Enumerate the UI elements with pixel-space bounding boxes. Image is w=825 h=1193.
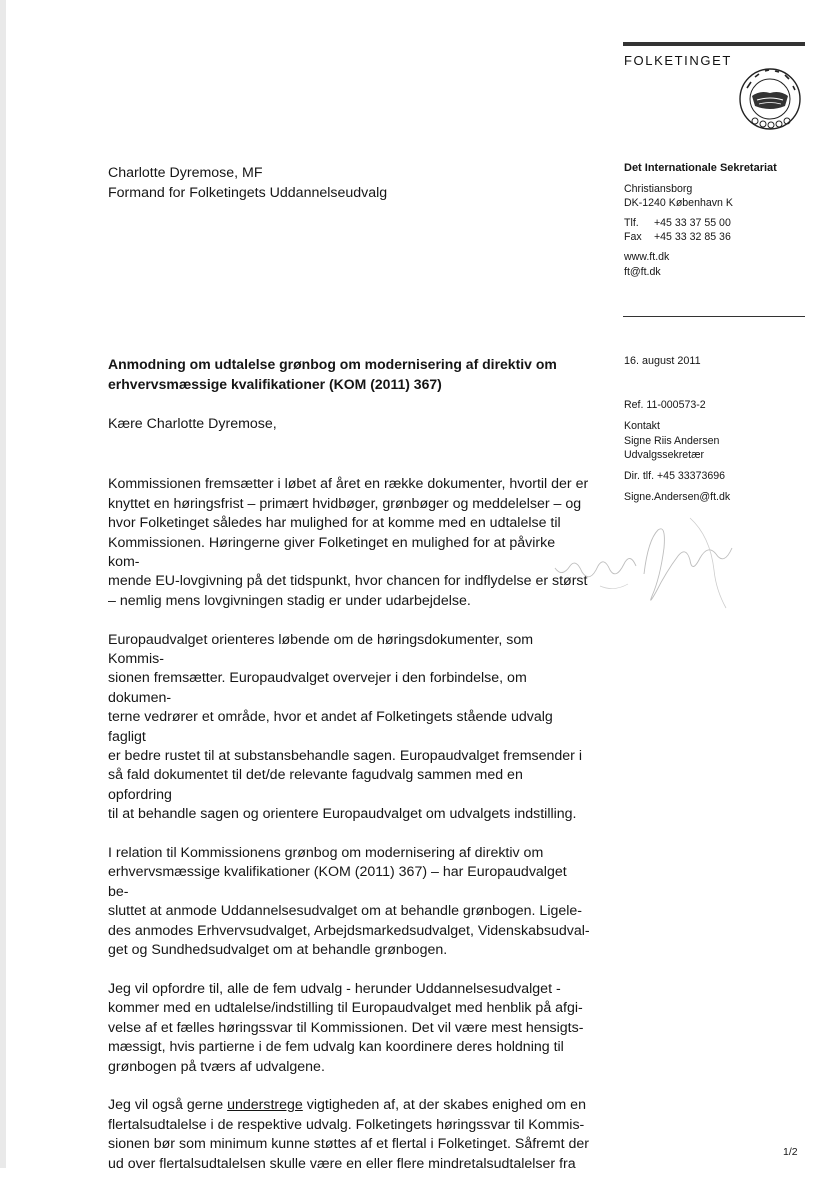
sender-address xyxy=(624,182,806,211)
recipient-name: Charlotte Dyremose, MF xyxy=(108,165,263,181)
subject-line: erhvervsmæssige kvalifikationer (KOM (2011) 367) xyxy=(108,375,442,392)
text-line: mende EU-lovgivning på det tidspunkt, hvor chancen for indflydelse er størst xyxy=(108,573,588,590)
text-line: sionen fremsætter. Europaudvalget overvejer i den forbindelse, om dokumen- xyxy=(108,670,527,706)
address-line: Christiansborg xyxy=(624,182,693,195)
fax-label: Fax xyxy=(624,231,642,244)
letter-date: 16. august 2011 xyxy=(624,355,701,367)
recipient-title: Formand for Folketingets Uddannelseudvalg xyxy=(108,184,388,201)
contact-name: Signe Riis Andersen xyxy=(624,434,720,447)
text-line: des anmodes Erhvervsudvalget, Arbejdsmarkedsudvalget, Videnskabsudval- xyxy=(108,922,590,939)
text-line: Kommissionen fremsætter i løbet af året en række dokumenter, hvortil der er xyxy=(108,476,589,493)
direct-phone-value: +45 33373696 xyxy=(656,470,726,483)
department-name: Det Internationale Sekretariat xyxy=(624,162,777,174)
text-line: mæssigt, hvis partierne i de fem udvalg kan koordinere deres holdning til xyxy=(108,1039,564,1056)
text-line: flertalsudtalelse i de respektive udvalg. Folketingets høringssvar til Kommis- xyxy=(108,1116,585,1133)
text-line: Europaudvalget orienteres løbende om de høringsdokumenter, som Kommis- xyxy=(108,631,534,668)
text-line: grønbogen på tværs af udvalgene. xyxy=(108,1058,325,1075)
text-line: så fald dokumentet til det/de relevante fagudvalg sammen med en opfordring xyxy=(108,767,523,803)
text-line: get og Sundhedsudvalget om at behandle grønbogen. xyxy=(108,942,448,959)
page-number: 1/2 xyxy=(783,1146,798,1158)
address-line: DK-1240 København K xyxy=(624,197,733,210)
website-link: www.ft.dk xyxy=(624,250,670,263)
text-line: sionen bør som minimum kunne støttes af et flertal i Folketinget. Såfremt der xyxy=(108,1136,589,1153)
text-line: I relation til Kommissionens grønbog om modernisering af direktiv om xyxy=(108,845,544,862)
text-line: terne vedrører et område, hvor et andet af Folketingets stående udvalg fagligt xyxy=(108,709,553,745)
text-segment: vigtigheden af, at der skabes enighed om en xyxy=(302,1097,586,1114)
text-segment: Jeg vil også gerne xyxy=(108,1097,228,1114)
text-line: erhvervsmæssige kvalifikationer (KOM (2011) 367) – har Europaudvalget be- xyxy=(108,864,567,900)
text-line: velse af et fælles høringssvar til Kommissionen. Det vil være mest hensigts- xyxy=(108,1019,584,1036)
direct-phone-label: Dir. tlf. xyxy=(624,470,655,483)
sender-web xyxy=(624,250,806,279)
text-line: Kommissionen. Høringerne giver Folketinget en mulighed for at påvirke kom- xyxy=(108,534,556,571)
contact-role: Udvalgssekretær xyxy=(624,449,705,462)
text-line: sluttet at anmode Uddannelsesudvalget om at behandle grønbogen. Ligele- xyxy=(108,903,583,920)
recipient-block xyxy=(108,164,387,203)
text-line: Jeg vil opfordre til, alle de fem udvalg - herunder Uddannelsesudvalget - xyxy=(108,980,561,997)
salutation: Kære Charlotte Dyremose, xyxy=(108,416,277,432)
phone-row xyxy=(624,216,806,231)
fax-row xyxy=(624,230,806,245)
contact-block xyxy=(624,398,730,505)
text-line xyxy=(108,1096,590,1115)
text-line: knyttet en høringsfrist – primært hvidbøger, grønbøger og meddelelser – og xyxy=(108,495,582,512)
phone-value: +45 33 37 55 00 xyxy=(653,216,731,229)
contact-label: Kontakt xyxy=(624,419,660,432)
organization-name: FOLKETINGET xyxy=(624,53,732,68)
email-link: ft@ft.dk xyxy=(624,265,661,278)
text-line: til at behandle sagen og orientere Europaudvalget om udvalgets indstilling. xyxy=(108,806,577,823)
phone-label: Tlf. xyxy=(624,216,639,229)
folketinget-seal-icon xyxy=(735,66,805,132)
letter-subject xyxy=(108,355,578,394)
page-edge xyxy=(0,0,6,1168)
reference-number: Ref. 11-000573-2 xyxy=(624,399,706,411)
text-line: kommer med en udtalelse/indstilling til Europaudvalget med henblik på afgi- xyxy=(108,1000,583,1017)
sender-phone-fax xyxy=(624,216,806,245)
subject-line: Anmodning om udtalelse grønbog om modernisering af direktiv om xyxy=(108,356,557,372)
letterhead-top-rule xyxy=(623,42,805,46)
text-line: ud over flertalsudtalelsen skulle være en eller flere mindretalsudtalelser fra xyxy=(108,1155,576,1172)
text-line: – nemlig mens lovgivningen stadig er under udarbejdelse. xyxy=(108,592,471,609)
text-line: hvor Folketinget således har mulighed for at komme med en udtalelse til xyxy=(108,515,561,532)
letter-body xyxy=(108,456,590,1193)
direct-phone-row xyxy=(624,469,730,484)
sidebar-divider xyxy=(623,316,805,317)
contact-email: Signe.Andersen@ft.dk xyxy=(624,490,731,503)
handwritten-signature xyxy=(540,500,750,630)
fax-value: +45 33 32 85 36 xyxy=(653,231,731,244)
underlined-word: understrege xyxy=(227,1097,303,1114)
text-line: er bedre rustet til at substansbehandle sagen. Europaudvalget fremsender i xyxy=(108,748,582,765)
sender-info xyxy=(624,161,806,284)
